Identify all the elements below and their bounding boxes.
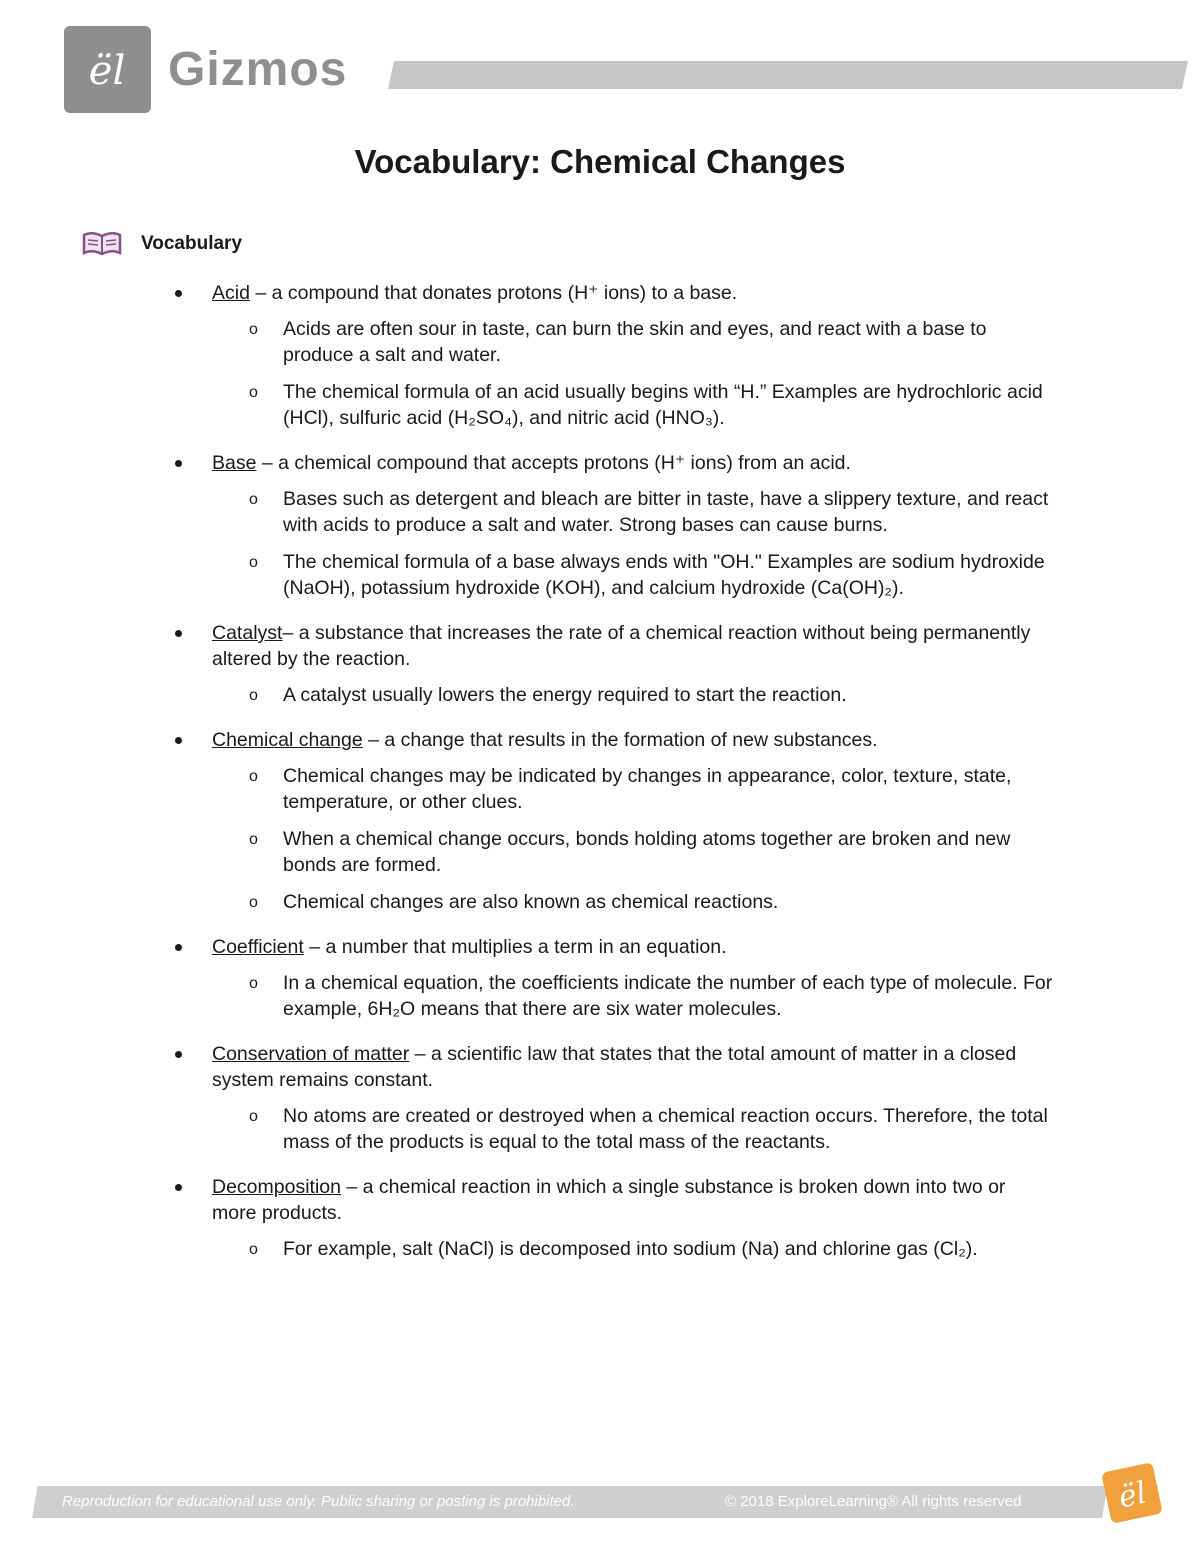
vocab-term-definition: – a scientific law that states that the total amount of matter in a closed system remains constant.: [212, 1043, 1017, 1091]
sub-bullet-marker: o: [249, 687, 258, 704]
vocab-entry: [0, 727, 1200, 915]
vocab-sub-point: [0, 1236, 1200, 1262]
svg-text:ël: ël: [88, 48, 126, 94]
bullet-icon: [175, 1184, 182, 1191]
vocab-term: Base: [212, 452, 257, 474]
vocab-definition: [0, 727, 1200, 753]
sub-point-text: No atoms are created or destroyed when a chemical reaction occurs. Therefore, the total mass of the products is equal to the total mass of the reactants.: [283, 1105, 1048, 1153]
vocab-term: Catalyst: [212, 622, 283, 644]
open-book-icon: [80, 229, 124, 259]
vocab-sub-point: [0, 486, 1200, 538]
vocab-sub-point: [0, 763, 1200, 815]
vocab-term-definition: – a change that results in the formation of new substances.: [362, 729, 878, 751]
vocab-sub-point: [0, 1103, 1200, 1155]
vocab-definition: [0, 1041, 1200, 1093]
header-decorative-bar: [388, 61, 1188, 89]
vocab-entry: [0, 280, 1200, 431]
vocab-entry: [0, 620, 1200, 708]
vocab-entry: [0, 934, 1200, 1022]
vocab-sub-point: [0, 549, 1200, 601]
bullet-icon: [175, 460, 182, 467]
vocab-definition: [0, 620, 1200, 672]
sub-point-text: When a chemical change occurs, bonds holding atoms together are broken and new bonds are formed.: [283, 828, 1011, 876]
vocab-term: Chemical change: [212, 729, 363, 751]
sub-bullet-marker: o: [249, 491, 258, 508]
vocab-term: Conservation of matter: [212, 1043, 410, 1065]
svg-text:ël: ël: [1115, 1475, 1150, 1516]
gizmos-logo: [64, 26, 151, 113]
vocab-sub-point: [0, 316, 1200, 368]
bullet-icon: [175, 1051, 182, 1058]
sub-point-text: Acids are often sour in taste, can burn the skin and eyes, and react with a base to produce a salt and water.: [283, 318, 987, 366]
footer-reproduction-notice: Reproduction for educational use only. Public sharing or posting is prohibited.: [62, 1493, 575, 1510]
vocab-term-definition: – a chemical reaction in which a single substance is broken down into two or more products.: [212, 1176, 1006, 1224]
vocab-term: Acid: [212, 282, 250, 304]
vocab-entry: [0, 1174, 1200, 1262]
sub-point-text: The chemical formula of an acid usually begins with “H.” Examples are hydrochloric acid (HCl), sulfuric acid (H₂SO₄), and nitric acid (HNO₃).: [283, 381, 1043, 429]
vocab-definition: [0, 934, 1200, 960]
footer-copyright: © 2018 ExploreLearning® All rights reserved: [725, 1493, 1022, 1510]
sub-point-text: In a chemical equation, the coefficients indicate the number of each type of molecule. For example, 6H₂O means that there are six water molecules.: [283, 972, 1053, 1020]
sub-point-text: Chemical changes may be indicated by changes in appearance, color, texture, state, temperature, or other clues.: [283, 765, 1012, 813]
vocab-term: Decomposition: [212, 1176, 341, 1198]
bullet-icon: [175, 737, 182, 744]
bullet-icon: [175, 630, 182, 637]
vocab-entry: [0, 1041, 1200, 1155]
vocab-sub-point: [0, 970, 1200, 1022]
vocab-term-definition: – a substance that increases the rate of a chemical reaction without being permanently altered by the reaction.: [212, 622, 1031, 670]
sub-point-text: A catalyst usually lowers the energy required to start the reaction.: [283, 684, 847, 706]
brand-name: Gizmos: [168, 43, 348, 96]
vocab-definition: [0, 280, 1200, 306]
sub-point-text: The chemical formula of a base always ends with "OH." Examples are sodium hydroxide (NaOH), potassium hydroxide (KOH), and calcium hydroxide (Ca(OH)₂).: [283, 551, 1045, 599]
vocab-sub-point: [0, 379, 1200, 431]
sub-point-text: Chemical changes are also known as chemical reactions.: [283, 891, 779, 913]
vocab-definition: [0, 1174, 1200, 1226]
sub-point-text: Bases such as detergent and bleach are bitter in taste, have a slippery texture, and react with acids to produce a salt and water. Strong bases can cause burns.: [283, 488, 1049, 536]
explorelearning-footer-logo-icon: [1096, 1457, 1168, 1529]
sub-bullet-marker: o: [249, 831, 258, 848]
sub-bullet-marker: o: [249, 894, 258, 911]
vocabulary-list: [0, 280, 1200, 1281]
sub-bullet-marker: o: [249, 321, 258, 338]
vocab-term: Coefficient: [212, 936, 304, 958]
vocab-sub-point: [0, 826, 1200, 878]
sub-bullet-marker: o: [249, 554, 258, 571]
vocab-definition: [0, 450, 1200, 476]
sub-bullet-marker: o: [249, 384, 258, 401]
sub-bullet-marker: o: [249, 1241, 258, 1258]
page-title: Vocabulary: Chemical Changes: [354, 143, 846, 180]
sub-bullet-marker: o: [249, 1108, 258, 1125]
vocab-sub-point: [0, 682, 1200, 708]
sub-point-text: For example, salt (NaCl) is decomposed into sodium (Na) and chlorine gas (Cl₂).: [283, 1238, 978, 1260]
sub-bullet-marker: o: [249, 768, 258, 785]
explorelearning-logo-icon: [64, 26, 151, 113]
vocab-term-definition: – a compound that donates protons (H⁺ ions) to a base.: [249, 282, 738, 304]
bullet-icon: [175, 290, 182, 297]
sub-bullet-marker: o: [249, 975, 258, 992]
vocab-entry: [0, 450, 1200, 601]
section-label: Vocabulary: [141, 233, 243, 254]
bullet-icon: [175, 944, 182, 951]
vocab-term-definition: – a chemical compound that accepts protons (H⁺ ions) from an acid.: [256, 452, 851, 474]
vocab-sub-point: [0, 889, 1200, 915]
vocab-term-definition: – a number that multiplies a term in an equation.: [303, 936, 727, 958]
